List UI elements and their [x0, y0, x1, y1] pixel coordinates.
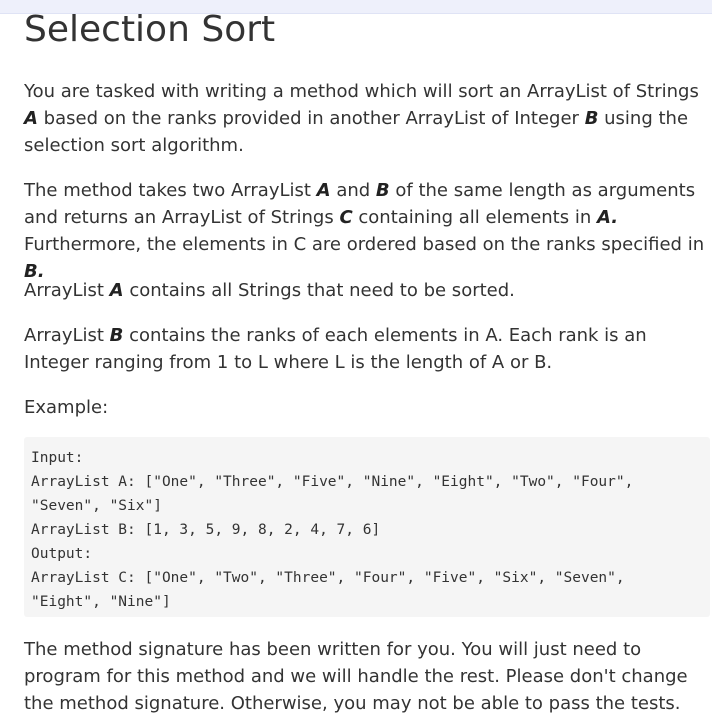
emphasis-a: A	[316, 180, 331, 201]
text: You are tasked with writing a method which will sort an ArrayList of Strings	[24, 81, 699, 102]
text: of the same length as arguments and returns an ArrayList of Strings	[24, 180, 696, 228]
code-line: "Eight", "Nine"]	[31, 594, 171, 610]
paragraph-method	[24, 177, 708, 285]
paragraph-signature-note: The method signature has been written for you. You will just need to program for this method and we will handle the rest. Please don't change the method signature. Otherwise, you may not be able to pass the tests.	[24, 639, 688, 714]
paragraph-task	[24, 78, 708, 159]
text: ArrayList	[24, 280, 110, 301]
text: containing all elements in	[352, 207, 597, 228]
text: Furthermore, the elements in C are ordered based on the ranks specified in	[24, 234, 705, 255]
text: contains the ranks of each elements in A. Each rank is an Integer ranging from 1 to L where L is the length of A or B.	[24, 325, 647, 373]
emphasis-b: B	[584, 108, 599, 129]
emphasis-b: B	[109, 325, 124, 346]
text: using the selection sort algorithm.	[24, 108, 689, 156]
code-line: Output:	[31, 546, 93, 562]
text: and	[330, 180, 376, 201]
paragraph-arraylist-b	[24, 322, 708, 376]
emphasis-a: A.	[596, 207, 619, 228]
emphasis-a: A	[109, 280, 124, 301]
emphasis-b: B.	[24, 261, 45, 282]
emphasis-c: C	[339, 207, 353, 228]
text: The method takes two ArrayList	[24, 180, 317, 201]
text: based on the ranks provided in another ArrayList of Integer	[37, 108, 585, 129]
text: ArrayList	[24, 325, 110, 346]
text: contains all Strings that need to be sorted.	[123, 280, 515, 301]
code-line: ArrayList A: ["One", "Three", "Five", "Nine", "Eight", "Two", "Four",	[31, 474, 634, 490]
example-label: Example:	[24, 397, 109, 418]
code-line: ArrayList B: [1, 3, 5, 9, 8, 2, 4, 7, 6]	[31, 522, 381, 538]
code-example-block	[24, 437, 710, 617]
code-line: "Seven", "Six"]	[31, 498, 162, 514]
emphasis-b: B	[375, 180, 390, 201]
page-title: Selection Sort	[24, 9, 276, 50]
paragraph-arraylist-a	[24, 277, 708, 304]
code-text	[31, 446, 633, 614]
emphasis-a: A	[24, 108, 38, 129]
code-line: Input:	[31, 450, 84, 466]
code-line: ArrayList C: ["One", "Two", "Three", "Four", "Five", "Six", "Seven",	[31, 570, 625, 586]
